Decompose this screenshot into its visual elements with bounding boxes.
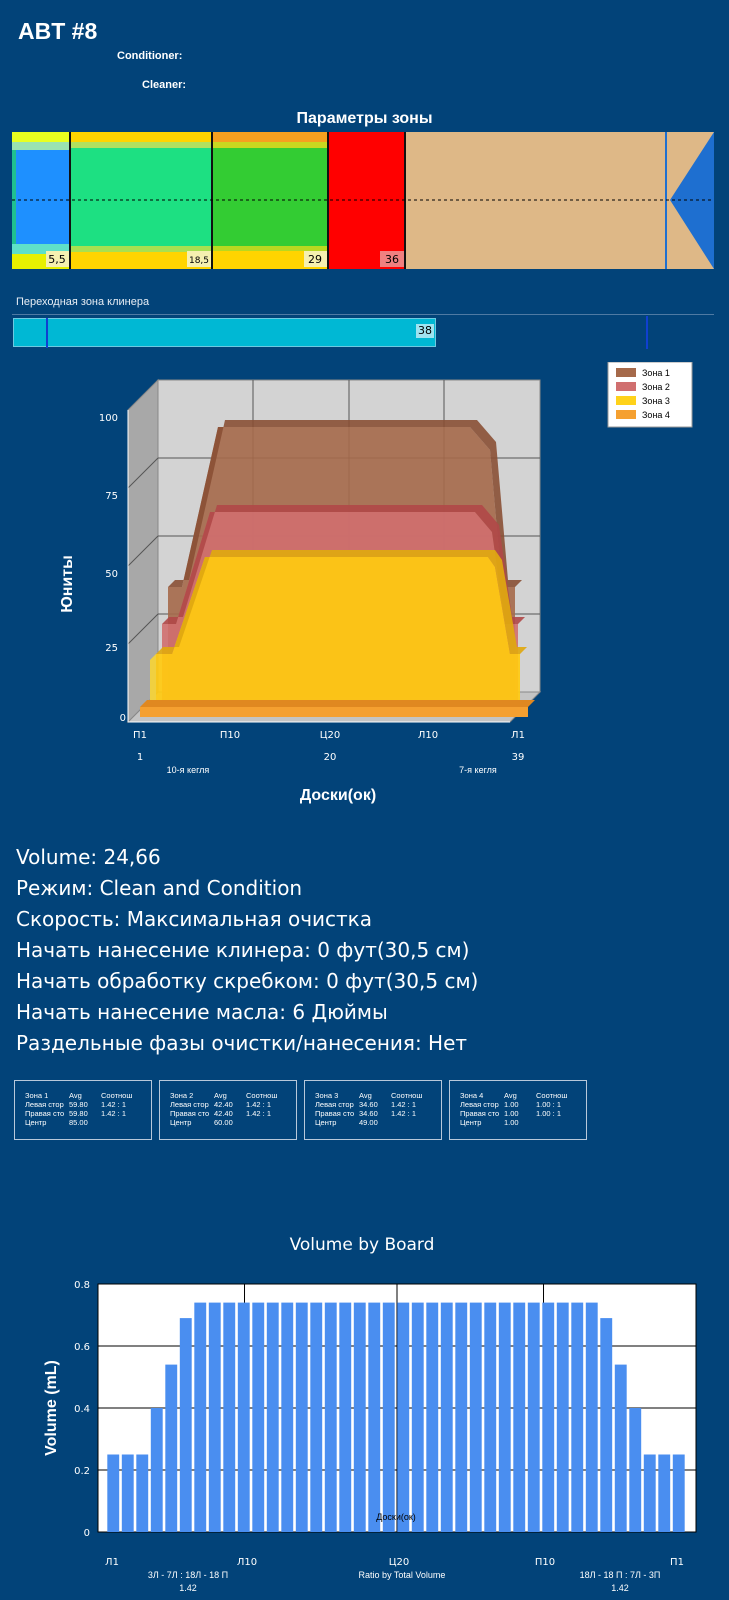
x-num-20: 20 bbox=[323, 752, 337, 763]
chart-title: Volume by Board bbox=[289, 1235, 435, 1255]
bottom-tick-l1: Л1 bbox=[105, 1557, 119, 1568]
volume-bar bbox=[151, 1408, 163, 1532]
x-tick-p1: П1 bbox=[133, 730, 147, 741]
volume-bar bbox=[194, 1303, 206, 1532]
info-cleaner-start: Начать нанесение клинера: 0 фут(30,5 см) bbox=[16, 938, 470, 962]
sub-label-left: 10-я кегля bbox=[166, 765, 210, 775]
volume-bar bbox=[281, 1303, 293, 1532]
volume-bar bbox=[658, 1455, 670, 1533]
transition-divider bbox=[12, 314, 714, 315]
transition-label: Переходная зона клинера bbox=[16, 296, 150, 308]
volume-bar bbox=[296, 1303, 308, 1532]
info-separate-phases: Раздельные фазы очистки/нанесения: Нет bbox=[16, 1031, 468, 1055]
ratio-left-value: 1.42 bbox=[179, 1583, 197, 1593]
volume-bar bbox=[644, 1455, 656, 1533]
legend-swatch-zone1 bbox=[616, 368, 636, 377]
page-title: ABT #8 bbox=[18, 18, 98, 44]
y-ticks bbox=[74, 1280, 90, 1539]
legend-swatch-zone2 bbox=[616, 382, 636, 391]
marker-zone3: 29 bbox=[308, 253, 322, 266]
y-tick-0: 0 bbox=[119, 713, 126, 724]
info-oil-start: Начать нанесение масла: 6 Дюймы bbox=[16, 1000, 388, 1024]
volume-bar bbox=[441, 1303, 453, 1532]
transition-marker-left bbox=[46, 318, 48, 348]
volume-bar bbox=[383, 1303, 395, 1532]
volume-bar bbox=[223, 1303, 235, 1532]
sub-label-right: 7-я кегля bbox=[459, 765, 497, 775]
legend-swatch-zone4 bbox=[616, 410, 636, 419]
info-speed: Скорость: Максимальная очистка bbox=[16, 907, 372, 931]
zone3-summary: Зона 3 Avg Соотнош Левая стор 34.60 1.42 : 1 Правая сто 34.60 1.42 : 1 Центр 49.00 bbox=[304, 1080, 442, 1140]
y-tick-label: 0.2 bbox=[74, 1466, 90, 1477]
marker-zone1: 5,5 bbox=[48, 253, 66, 266]
volume-bar bbox=[180, 1318, 192, 1532]
zone1-summary: Зона 1 Avg Соотнош Левая стор 59.80 1.42 : 1 Правая сто 59.80 1.42 : 1 Центр 85.00 bbox=[14, 1080, 152, 1140]
zone-chart-legend bbox=[608, 362, 692, 427]
volume-bar bbox=[499, 1303, 511, 1532]
x-tick-l10: Л10 bbox=[417, 730, 439, 741]
volume-bar bbox=[528, 1303, 540, 1532]
volume-bar bbox=[339, 1303, 351, 1532]
volume-bar bbox=[571, 1303, 583, 1532]
legend-label-zone4: Зона 4 bbox=[642, 410, 670, 420]
volume-bar bbox=[484, 1303, 496, 1532]
transition-marker-right bbox=[646, 316, 648, 349]
volume-bar bbox=[122, 1455, 134, 1533]
x-num-1: 1 bbox=[136, 752, 144, 763]
info-volume: Volume: 24,66 bbox=[16, 845, 161, 869]
x-tick-p10: П10 bbox=[219, 730, 241, 741]
volume-bar bbox=[673, 1455, 685, 1533]
volume-bar bbox=[136, 1455, 148, 1533]
ratio-right-value: 1.42 bbox=[611, 1583, 629, 1593]
y-tick-50: 50 bbox=[105, 569, 118, 580]
volume-bar bbox=[238, 1303, 250, 1532]
volume-bar bbox=[209, 1303, 221, 1532]
volume-bar bbox=[455, 1303, 467, 1532]
bottom-tick-p10: П10 bbox=[534, 1557, 556, 1568]
zone-params-title: Параметры зоны bbox=[296, 110, 433, 127]
volume-bar bbox=[267, 1303, 279, 1532]
zone-chart-ylabel: Юниты bbox=[59, 555, 76, 613]
x-tick-l1: Л1 bbox=[511, 730, 525, 741]
x-tick-c20: Ц20 bbox=[319, 730, 341, 741]
transition-bar bbox=[13, 318, 436, 347]
volume-bar bbox=[165, 1365, 177, 1532]
ratio-right: 18Л - 18 П : 7Л - 3П bbox=[579, 1570, 661, 1580]
volume-bar bbox=[557, 1303, 569, 1532]
volume-bar bbox=[629, 1408, 641, 1532]
ratio-left: 3Л - 7Л : 18Л - 18 П bbox=[147, 1570, 229, 1580]
volume-bar bbox=[542, 1303, 554, 1532]
volume-bar bbox=[397, 1303, 409, 1532]
volume-by-board-chart bbox=[0, 1228, 729, 1600]
settings-info bbox=[16, 842, 478, 1059]
bottom-tick-p1: П1 bbox=[670, 1557, 684, 1568]
volume-bar bbox=[615, 1365, 627, 1532]
zone-chart-xlabel: Доски(ок) bbox=[299, 787, 377, 804]
chart-xlabel: Доски(ок) bbox=[376, 1512, 416, 1522]
legend-label-zone3: Зона 3 bbox=[642, 396, 670, 406]
volume-bar bbox=[412, 1303, 424, 1532]
conditioner-label: Conditioner: bbox=[117, 50, 183, 62]
marker-zone4: 36 bbox=[385, 253, 399, 266]
zone-params-bar bbox=[12, 132, 714, 269]
ratio-center: Ratio by Total Volume bbox=[358, 1570, 446, 1580]
legend-label-zone1: Зона 1 bbox=[642, 368, 670, 378]
volume-bar bbox=[426, 1303, 438, 1532]
volume-bar bbox=[368, 1303, 380, 1532]
bottom-tick-c20: Ц20 bbox=[388, 1557, 410, 1568]
volume-bar bbox=[252, 1303, 264, 1532]
y-tick-label: 0.4 bbox=[74, 1404, 90, 1415]
volume-bar bbox=[586, 1303, 598, 1532]
transition-value: 38 bbox=[418, 324, 432, 337]
x-num-39: 39 bbox=[511, 752, 525, 763]
cleaner-label: Cleaner: bbox=[142, 79, 187, 91]
info-mode: Режим: Clean and Condition bbox=[16, 876, 303, 900]
info-scraper-start: Начать обработку скребком: 0 фут(30,5 см) bbox=[16, 969, 479, 993]
y-tick-75: 75 bbox=[105, 491, 118, 502]
legend-swatch-zone3 bbox=[616, 396, 636, 405]
zone4-summary: Зона 4 Avg Соотнош Левая стор 1.00 1.00 : 1 Правая сто 1.00 1.00 : 1 Центр 1.00 bbox=[449, 1080, 587, 1140]
bottom-tick-l10: Л10 bbox=[236, 1557, 258, 1568]
volume-bar bbox=[354, 1303, 366, 1532]
y-tick-25: 25 bbox=[105, 643, 118, 654]
volume-bar bbox=[310, 1303, 322, 1532]
y-tick-label: 0.6 bbox=[74, 1342, 90, 1353]
zone2-summary: Зона 2 Avg Соотнош Левая стор 42.40 1.42 : 1 Правая сто 42.40 1.42 : 1 Центр 60.00 bbox=[159, 1080, 297, 1140]
y-tick-label: 0.8 bbox=[74, 1280, 90, 1291]
volume-bar bbox=[325, 1303, 337, 1532]
volume-bar bbox=[107, 1455, 119, 1533]
legend-label-zone2: Зона 2 bbox=[642, 382, 670, 392]
zone-units-chart bbox=[0, 362, 729, 822]
y-tick-label: 0 bbox=[83, 1528, 90, 1539]
chart-ylabel: Volume (mL) bbox=[43, 1360, 60, 1456]
volume-bar bbox=[600, 1318, 612, 1532]
volume-bar bbox=[470, 1303, 482, 1532]
marker-zone2: 18,5 bbox=[188, 256, 210, 266]
volume-bar bbox=[513, 1303, 525, 1532]
y-tick-100: 100 bbox=[98, 413, 118, 424]
